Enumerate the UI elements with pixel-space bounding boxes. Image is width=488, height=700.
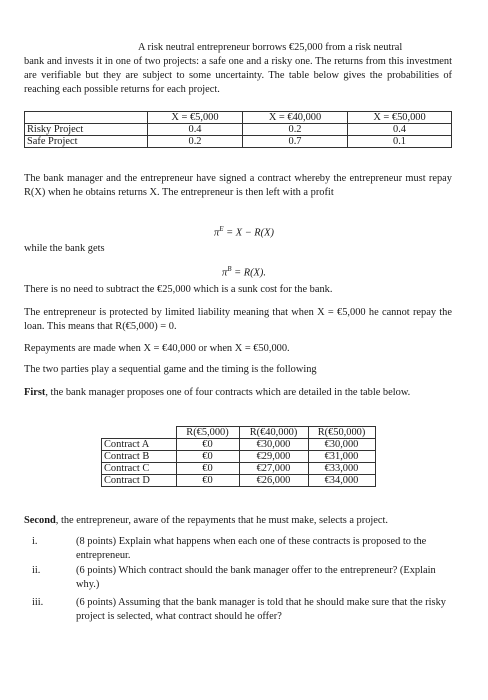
table-cell: 0.1 bbox=[348, 136, 452, 148]
table-row bbox=[102, 475, 376, 487]
contract-paragraph: The bank manager and the entrepreneur have signed a contract whereby the entrepreneur must repay R(X) when he obtains returns X. The entrepreneur is then left with a profit bbox=[24, 173, 452, 198]
table-cell: €0 bbox=[176, 439, 239, 451]
question-text: (8 points) Explain what happens when each one of these contracts is proposed to the entrepreneur. bbox=[76, 536, 427, 561]
row-label: Risky Project bbox=[25, 124, 148, 136]
intro-rest: bank and invests it in one of two projects: a safe one and a risky one. The returns from this investment are verifiable but they are subject to some uncertainty. The table below gives the probabilities of reaching each possible returns for each project. bbox=[24, 56, 452, 95]
bank-gets-text: while the bank gets bbox=[24, 243, 105, 254]
table-header-cell: X = €50,000 bbox=[348, 112, 452, 124]
table-cell: 0.4 bbox=[148, 124, 243, 136]
table-header-cell: R(€5,000) bbox=[176, 427, 239, 439]
first-stage-text bbox=[24, 386, 452, 400]
table-cell: €33,000 bbox=[308, 463, 375, 475]
row-label: Safe Project bbox=[25, 136, 148, 148]
table-header-cell bbox=[102, 427, 177, 439]
table-header-cell: R(€40,000) bbox=[239, 427, 308, 439]
probability-table bbox=[24, 111, 452, 148]
limited-liability-text: The entrepreneur is protected by limited liability meaning that when X = €5,000 he cannot repay the loan. This means that R(€5,000) = 0. bbox=[24, 307, 452, 332]
table-row bbox=[102, 439, 376, 451]
bank-profit-equation: $\pi^B = R(X)$. bbox=[222, 265, 266, 279]
table-cell: €31,000 bbox=[308, 451, 375, 463]
sunk-cost-text: There is no need to subtract the €25,000 which is a sunk cost for the bank. bbox=[24, 284, 333, 295]
row-label: Contract B bbox=[102, 451, 177, 463]
table-cell: €26,000 bbox=[239, 475, 308, 487]
table-header-cell: R(€50,000) bbox=[308, 427, 375, 439]
question-text: (6 points) Assuming that the bank manager is told that he should make sure that the risky project is selected, what contract should he offer? bbox=[76, 597, 446, 622]
question-number: i. bbox=[32, 536, 38, 547]
entrepreneur-profit-equation: $\pi^E = X - R(X)$ bbox=[214, 225, 274, 239]
table-cell: €0 bbox=[176, 463, 239, 475]
table-cell: 0.7 bbox=[243, 136, 348, 148]
table-cell: 0.2 bbox=[148, 136, 243, 148]
table-cell: €30,000 bbox=[308, 439, 375, 451]
repayments-text: Repayments are made when X = €40,000 or when X = €50,000. bbox=[24, 343, 290, 354]
table-cell: €30,000 bbox=[239, 439, 308, 451]
second-lead: Second bbox=[24, 515, 56, 526]
table-cell: €34,000 bbox=[308, 475, 375, 487]
first-lead: First bbox=[24, 387, 46, 398]
table-header-cell bbox=[25, 112, 148, 124]
list-item bbox=[24, 596, 452, 624]
row-label: Contract A bbox=[102, 439, 177, 451]
table-row bbox=[102, 463, 376, 475]
list-item bbox=[24, 564, 452, 592]
table-row bbox=[102, 451, 376, 463]
list-item bbox=[24, 535, 452, 563]
table-header-cell: X = €5,000 bbox=[148, 112, 243, 124]
question-number: ii. bbox=[32, 565, 41, 576]
table-header-row bbox=[102, 427, 376, 439]
table-cell: €0 bbox=[176, 451, 239, 463]
table-cell: €29,000 bbox=[239, 451, 308, 463]
question-text: (6 points) Which contract should the bank manager offer to the entrepreneur? (Explain why.) bbox=[76, 565, 436, 590]
table-row bbox=[25, 136, 452, 148]
table-cell: €27,000 bbox=[239, 463, 308, 475]
table-header-row bbox=[25, 112, 452, 124]
first-body: , the bank manager proposes one of four contracts which are detailed in the table below. bbox=[45, 387, 411, 398]
question-number: iii. bbox=[32, 597, 44, 608]
row-label: Contract C bbox=[102, 463, 177, 475]
timing-text: The two parties play a sequential game and the timing is the following bbox=[24, 364, 317, 375]
row-label: Contract D bbox=[102, 475, 177, 487]
table-row bbox=[25, 124, 452, 136]
second-body: , the entrepreneur, aware of the repayments that he must make, selects a project. bbox=[55, 515, 388, 526]
contract-table bbox=[101, 426, 376, 487]
table-cell: 0.2 bbox=[243, 124, 348, 136]
second-stage-text bbox=[24, 514, 452, 528]
table-cell: 0.4 bbox=[348, 124, 452, 136]
intro-first-line: A risk neutral entrepreneur borrows €25,000 from a risk neutral bbox=[138, 42, 403, 53]
table-cell: €0 bbox=[176, 475, 239, 487]
table-header-cell: X = €40,000 bbox=[243, 112, 348, 124]
